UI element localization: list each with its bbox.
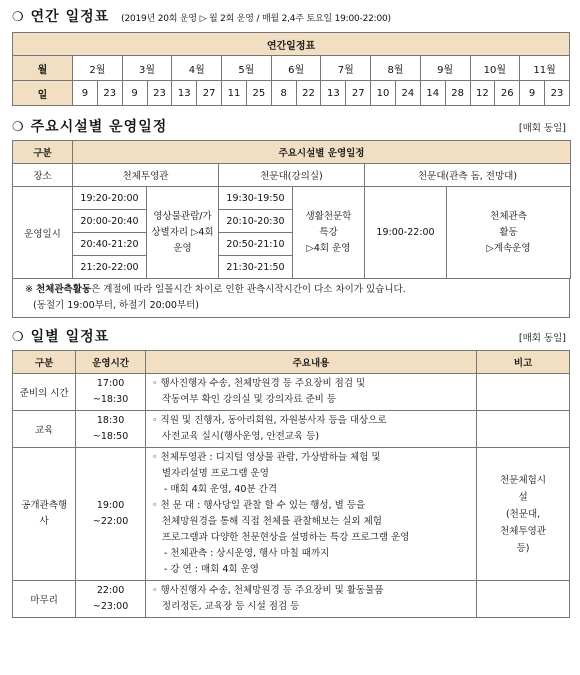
content-line: 프로그램과 다양한 천문현상을 설명하는 특강 프로그램 운영 — [161, 532, 410, 543]
month-cell: 8월 — [371, 56, 421, 81]
content-line: ◦ 천 문 대 : 행사당일 관찰 할 수 있는 행성, 별 등을 — [151, 500, 366, 511]
category-line: 공개관측행 — [21, 500, 68, 511]
row-content — [145, 448, 476, 581]
time-slot: 19:30-19:50 — [219, 187, 293, 210]
content-line: - 매회 4회 운영, 40분 간격 — [163, 484, 278, 495]
section1-header — [12, 6, 570, 28]
day-cell: 27 — [197, 81, 222, 106]
main-header: 주요시설별 운영일정 — [73, 141, 571, 164]
row-time — [76, 374, 146, 411]
day-cell: 8 — [271, 81, 296, 106]
day-cell: 22 — [296, 81, 321, 106]
desc-line: 영상물관람/가 — [153, 210, 212, 222]
day-cell: 10 — [371, 81, 396, 106]
section3-header — [12, 326, 570, 348]
content-line: ◦ 직원 및 진행자, 동아리회원, 자원봉사자 등을 대상으로 — [151, 415, 387, 426]
header-content: 주요내용 — [145, 351, 476, 374]
section3-right-note: [매회 동일] — [518, 333, 566, 344]
note-line: 천체투영관 — [500, 525, 547, 537]
row-note — [477, 448, 570, 581]
row-time — [76, 411, 146, 448]
footnote-bold: 천체관측활동 — [35, 284, 92, 295]
note-line: 설 — [518, 491, 528, 503]
section1-note: (2019년 20회 운영 ▷ 월 2회 운영 / 매월 2,4주 토요일 19:00-22:00) — [121, 14, 391, 24]
month-cell: 3월 — [122, 56, 172, 81]
section3-title-text: 일별 일정표 — [30, 329, 110, 345]
desc-line: ▷계속운영 — [486, 242, 531, 254]
time-slot: 20:10-20:30 — [219, 210, 293, 233]
content-line: ◦ 천체투영관 : 디지털 영상물 관람, 가상밤하늘 체험 및 — [151, 452, 381, 463]
day-cell: 9 — [520, 81, 545, 106]
content-line: 별자리설명 프로그램 운영 — [161, 468, 269, 479]
time-slot: 20:40-21:20 — [73, 233, 147, 256]
facility-footnote — [12, 279, 570, 318]
place-observatory-dome: 천문대(관측 돔, 전망대) — [365, 164, 571, 187]
table-row — [13, 581, 570, 618]
annual-table-title: 연간일정표 — [13, 33, 570, 56]
day-cell: 23 — [147, 81, 172, 106]
day-row — [13, 81, 570, 106]
day-cell: 13 — [172, 81, 197, 106]
day-cell: 28 — [445, 81, 470, 106]
table-row — [13, 411, 570, 448]
time-end: ~18:50 — [92, 431, 129, 442]
circle-bullet-icon: ❍ — [12, 120, 25, 135]
facility-schedule-table — [12, 140, 571, 279]
month-cell: 7월 — [321, 56, 371, 81]
time-start: 18:30 — [96, 415, 125, 426]
day-cell: 9 — [122, 81, 147, 106]
footnote-line2: (동절기 19:00부터, 하절기 20:00부터) — [33, 300, 200, 311]
day-cell: 27 — [346, 81, 371, 106]
gubun-header: 구분 — [13, 141, 73, 164]
time-start: 19:00 — [96, 500, 125, 511]
month-cell: 11월 — [520, 56, 570, 81]
category-line: 사 — [39, 516, 49, 527]
time-slot: 19:20-20:00 — [73, 187, 147, 210]
observation-description — [447, 187, 571, 279]
table-row — [13, 374, 570, 411]
time-start: 17:00 — [96, 378, 125, 389]
row-content — [145, 411, 476, 448]
note-line: 천문체험시 — [500, 474, 547, 486]
row-time — [76, 581, 146, 618]
month-cell: 6월 — [271, 56, 321, 81]
circle-bullet-icon: ❍ — [12, 330, 25, 345]
time-end: ~18:30 — [92, 394, 129, 405]
table-row — [13, 448, 570, 581]
desc-line: 상별자리 ▷4회 — [151, 226, 214, 238]
row-time — [76, 448, 146, 581]
section2-right-note: [매회 동일] — [518, 123, 566, 134]
month-cell: 2월 — [73, 56, 123, 81]
content-line: 정리정돈, 교육장 등 시설 점검 등 — [161, 601, 300, 612]
row-content — [145, 581, 476, 618]
row-category — [13, 448, 76, 581]
day-cell: 13 — [321, 81, 346, 106]
content-line: 작동여부 확인 강의실 및 강의자료 준비 등 — [161, 394, 337, 405]
month-row — [13, 56, 570, 81]
desc-line: ▷4회 운영 — [306, 242, 351, 254]
circle-bullet-icon: ❍ — [12, 10, 25, 25]
month-cell: 4월 — [172, 56, 222, 81]
day-cell: 23 — [97, 81, 122, 106]
footnote-prefix: ※ — [25, 284, 36, 295]
day-cell: 25 — [246, 81, 271, 106]
row-category: 교육 — [13, 411, 76, 448]
month-cell: 9월 — [420, 56, 470, 81]
content-line: - 천체관측 : 상시운영, 행사 마칠 때까지 — [163, 548, 330, 559]
day-cell: 9 — [73, 81, 98, 106]
planetarium-description — [147, 187, 219, 279]
content-line: - 강 연 : 매회 4회 운영 — [163, 564, 259, 575]
header-time: 운영시간 — [76, 351, 146, 374]
header-note: 비고 — [477, 351, 570, 374]
time-end: ~23:00 — [92, 601, 129, 612]
section2-header — [12, 116, 570, 138]
place-label: 장소 — [13, 164, 73, 187]
section2-title-text: 주요시설별 운영일정 — [30, 119, 168, 135]
header-category: 구분 — [13, 351, 76, 374]
content-line: ◦ 행사진행자 수송, 천체망원경 등 주요장비 점검 및 — [151, 378, 366, 389]
content-line: 사전교육 실시(행사운영, 안전교육 등) — [161, 431, 320, 442]
row-content — [145, 374, 476, 411]
day-cell: 12 — [470, 81, 495, 106]
day-cell: 11 — [222, 81, 247, 106]
day-label: 일 — [13, 81, 73, 106]
section1-title — [12, 6, 109, 26]
section2-title — [12, 116, 167, 136]
day-cell: 23 — [545, 81, 570, 106]
day-cell: 14 — [420, 81, 445, 106]
footnote-rest: 은 계절에 따라 일몰시간 차이로 인한 관측시작시간이 다소 차이가 있습니다. — [91, 284, 406, 295]
day-cell: 24 — [395, 81, 420, 106]
section3-title — [12, 326, 109, 346]
row-category: 준비의 시간 — [13, 374, 76, 411]
daily-schedule-table — [12, 350, 570, 618]
content-line: ◦ 행사진행자 수송, 천체망원경 등 주요장비 및 활동물품 — [151, 585, 384, 596]
desc-line: 운영 — [173, 242, 192, 254]
month-cell: 10월 — [470, 56, 520, 81]
time-slot: 21:30-21:50 — [219, 256, 293, 279]
month-cell: 5월 — [222, 56, 272, 81]
note-line: (천문대, — [505, 508, 541, 520]
note-line: 등) — [516, 542, 530, 554]
place-planetarium: 천체투영관 — [73, 164, 219, 187]
lecture-description — [293, 187, 365, 279]
place-observatory-classroom: 천문대(강의실) — [219, 164, 365, 187]
time-start: 22:00 — [96, 585, 125, 596]
time-slot: 20:50-21:10 — [219, 233, 293, 256]
footnote-line1 — [25, 282, 561, 298]
row-note — [477, 581, 570, 618]
annual-schedule-table — [12, 32, 570, 106]
row-note — [477, 374, 570, 411]
time-end: ~22:00 — [92, 516, 129, 527]
desc-line: 천체관측 — [490, 210, 527, 222]
operation-label: 운영일시 — [13, 187, 73, 279]
time-slot: 21:20-22:00 — [73, 256, 147, 279]
row-category: 마무리 — [13, 581, 76, 618]
row-note — [477, 411, 570, 448]
month-label: 월 — [13, 56, 73, 81]
desc-line: 활동 — [499, 226, 518, 238]
observation-time: 19:00-22:00 — [365, 187, 447, 279]
section1-title-text: 연간 일정표 — [30, 9, 110, 25]
day-cell: 26 — [495, 81, 520, 106]
time-slot: 20:00-20:40 — [73, 210, 147, 233]
desc-line: 특강 — [319, 226, 338, 238]
content-line: 천체망원경을 통해 직접 천체를 관찰해보는 실외 체험 — [161, 516, 382, 527]
desc-line: 생활천문학 — [305, 210, 352, 222]
